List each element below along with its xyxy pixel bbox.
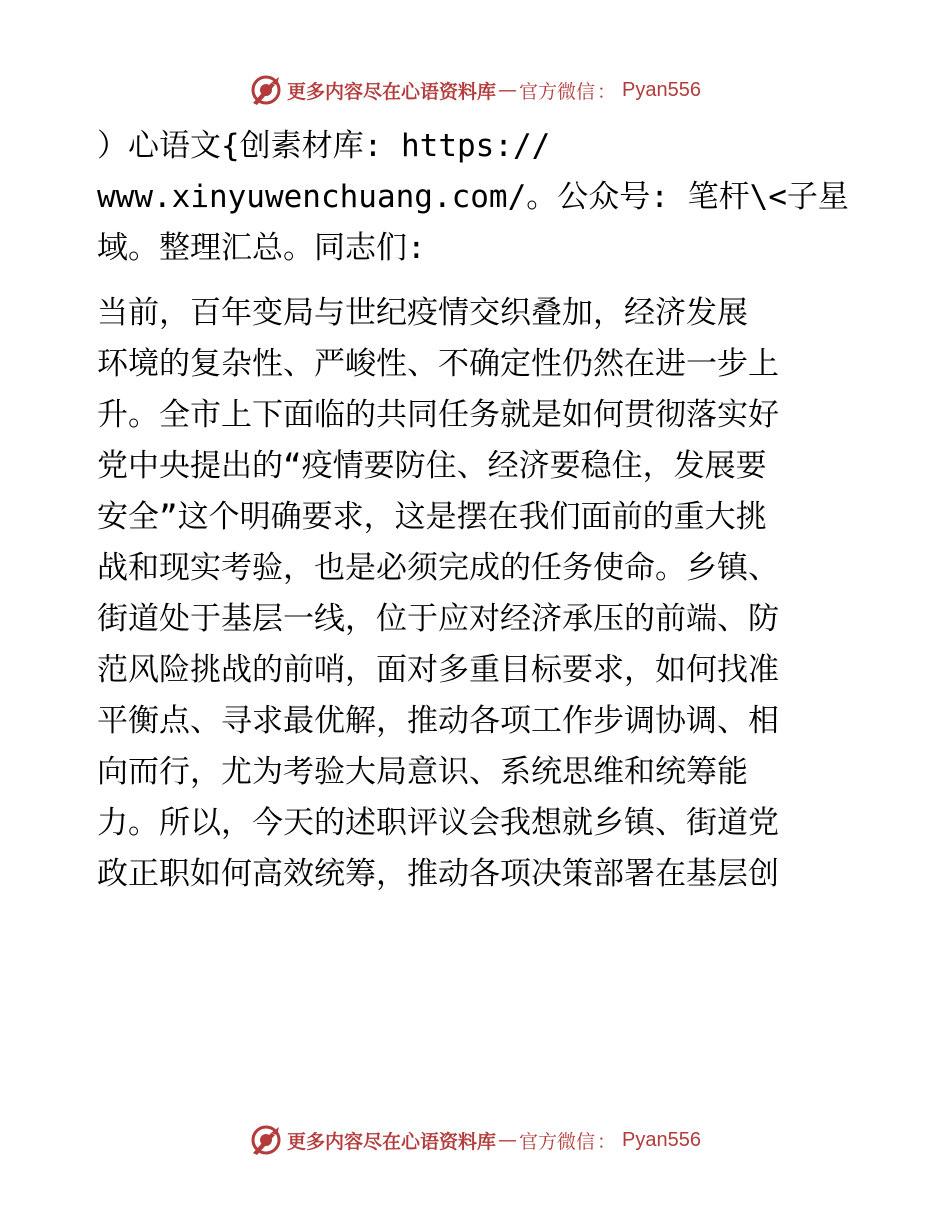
text-line: 党中央提出的“疫情要防住、经济要稳住，发展要	[97, 448, 767, 484]
document-body	[97, 121, 857, 900]
banner-colon: ：	[597, 1130, 617, 1153]
text-line: www.xinyuwenchuang.com/。公众号: 笔杆\<子星	[97, 179, 849, 215]
banner-wechat-id: Pyan556	[622, 78, 701, 101]
text-line: 力。所以，今天的述职评议会我想就乡镇、街道党	[97, 805, 779, 841]
text-line: 街道处于基层一线，位于应对经济承压的前端、防	[97, 601, 779, 637]
banner-brand-text: 更多内容尽在心语资料库	[286, 80, 496, 103]
text-line: 战和现实考验，也是必须完成的任务使命。乡镇、	[97, 550, 779, 586]
text-line: 范风险挑战的前哨，面对多重目标要求，如何找准	[97, 652, 779, 688]
footer-banner	[0, 1120, 950, 1160]
text-line: ）心语文{创素材库: https://	[97, 128, 551, 164]
text-line: 当前，百年变局与世纪疫情交织叠加，经济发展	[97, 295, 748, 331]
banner-separator: —	[498, 79, 517, 101]
paragraph-gap	[97, 274, 857, 288]
text-line: 域。整理汇总。同志们:	[97, 230, 426, 266]
banner-brand-text: 更多内容尽在心语资料库	[286, 1130, 496, 1153]
text-line: 向而行，尤为考验大局意识、系统思维和统筹能	[97, 754, 748, 790]
paragraph-main	[97, 288, 857, 900]
paragraph-intro	[97, 121, 857, 274]
text-line: 安全”这个明确要求，这是摆在我们面前的重大挑	[97, 499, 767, 535]
banner-colon: ：	[597, 80, 617, 103]
pen-logo-icon	[249, 1123, 283, 1157]
text-line: 环境的复杂性、严峻性、不确定性仍然在进一步上	[97, 346, 779, 382]
banner-wechat-label: 官方微信	[519, 1130, 596, 1153]
pen-logo-icon	[249, 73, 283, 107]
banner-wechat-label: 官方微信	[519, 80, 596, 103]
banner-separator: —	[498, 1129, 517, 1151]
text-line: 升。全市上下面临的共同任务就是如何贯彻落实好	[97, 397, 779, 433]
text-line: 政正职如何高效统筹，推动各项决策部署在基层创	[97, 856, 779, 892]
header-banner	[0, 70, 950, 110]
text-line: 平衡点、寻求最优解，推动各项工作步调协调、相	[97, 703, 779, 739]
banner-wechat-id: Pyan556	[622, 1128, 701, 1151]
